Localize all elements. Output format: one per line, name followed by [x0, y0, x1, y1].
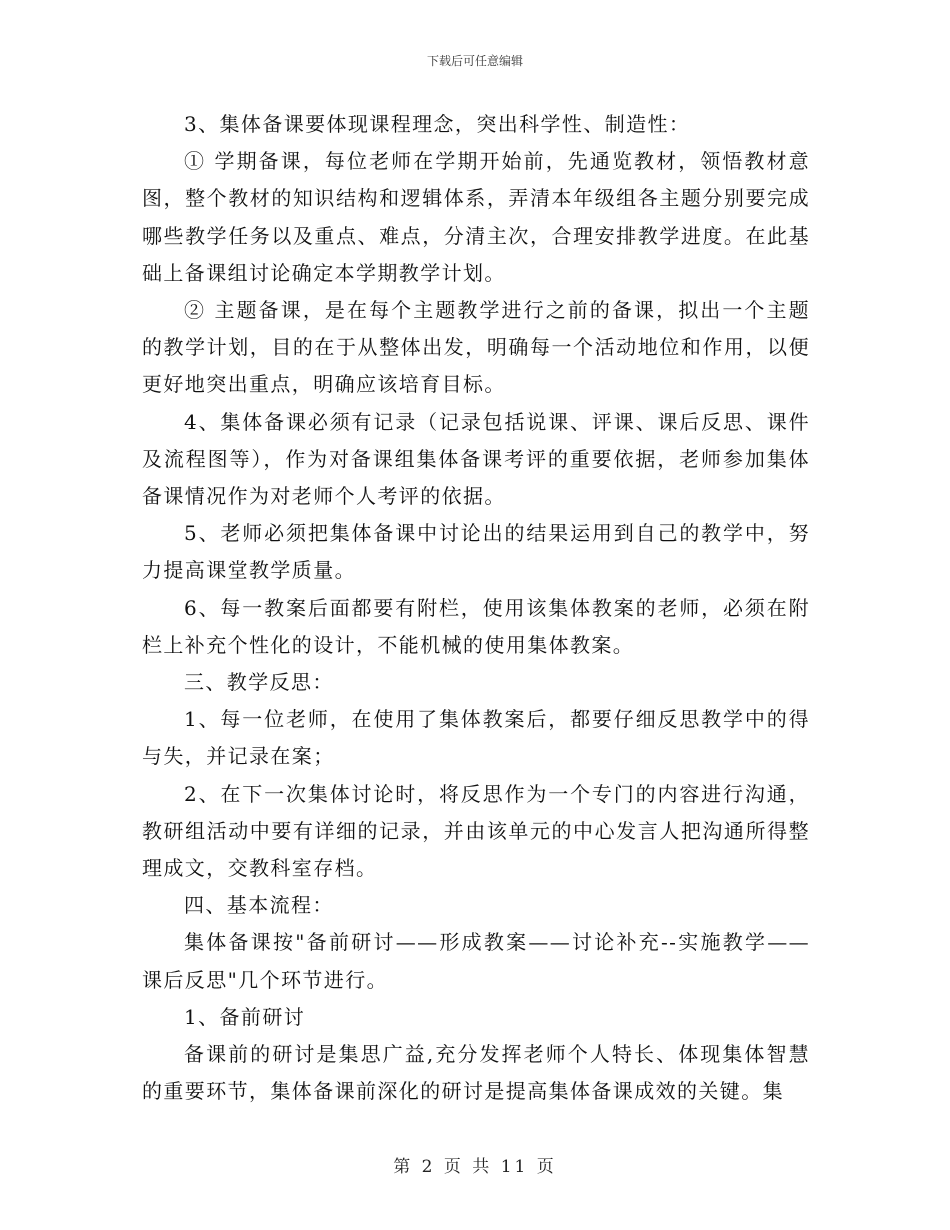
paragraph: 集体备课按"备前研讨——形成教案——讨论补充--实施教学——课后反思"几个环节进行。	[142, 930, 810, 992]
document-body	[142, 106, 810, 1110]
paragraph: 3、集体备课要体现课程理念，突出科学性、制造性：	[184, 112, 691, 136]
section-heading: 三、教学反思：	[184, 670, 334, 695]
page-footer: 第 2 页 共 11 页	[393, 1157, 557, 1177]
paragraph: 2、在下一次集体讨论时，将反思作为一个专门的内容进行沟通，教研组活动中要有详细的记录，并由该单元的中心发言人把沟通所得整理成文，交教科室存档。	[142, 781, 810, 881]
section-heading: 四、基本流程：	[184, 893, 334, 918]
paragraph: ② 主题备课，是在每个主题教学进行之前的备课，拟出一个主题的教学计划，目的在于从整体出发，明确每一个活动地位和作用，以便更好地突出重点，明确应该培育目标。	[142, 298, 810, 397]
paragraph: 6、每一教案后面都要有附栏，使用该集体教案的老师，必须在附栏上补充个性化的设计，不能机械的使用集体教案。	[142, 595, 810, 657]
paragraph: 备课前的研讨是集思广益,充分发挥老师个人特长、体现集体智慧的重要环节，集体备课前深化的研讨是提高集体备课成效的关键。集	[142, 1042, 810, 1104]
paragraph: 1、每一位老师，在使用了集体教案后，都要仔细反思教学中的得与失，并记录在案；	[142, 707, 810, 769]
paragraph: 4、集体备课必须有记录（记录包括说课、评课、课后反思、课件及流程图等），作为对备课组集体备课考评的重要依据，老师参加集体备课情况作为对老师个人考评的依据。	[142, 409, 810, 509]
page-header: 下载后可任意编辑	[426, 54, 523, 68]
paragraph: ① 学期备课，每位老师在学期开始前，先通览教材，领悟教材意图，整个教材的知识结构和逻辑体系，弄清本年级组各主题分别要完成哪些教学任务以及重点、难点，分清主次，合理安排教学进度。在此基础上备课组讨论确定本学期教学计划。	[142, 149, 810, 285]
paragraph: 5、老师必须把集体备课中讨论出的结果运用到自己的教学中，努力提高课堂教学质量。	[142, 521, 810, 583]
subsection-heading: 1、备前研讨	[184, 1004, 306, 1029]
